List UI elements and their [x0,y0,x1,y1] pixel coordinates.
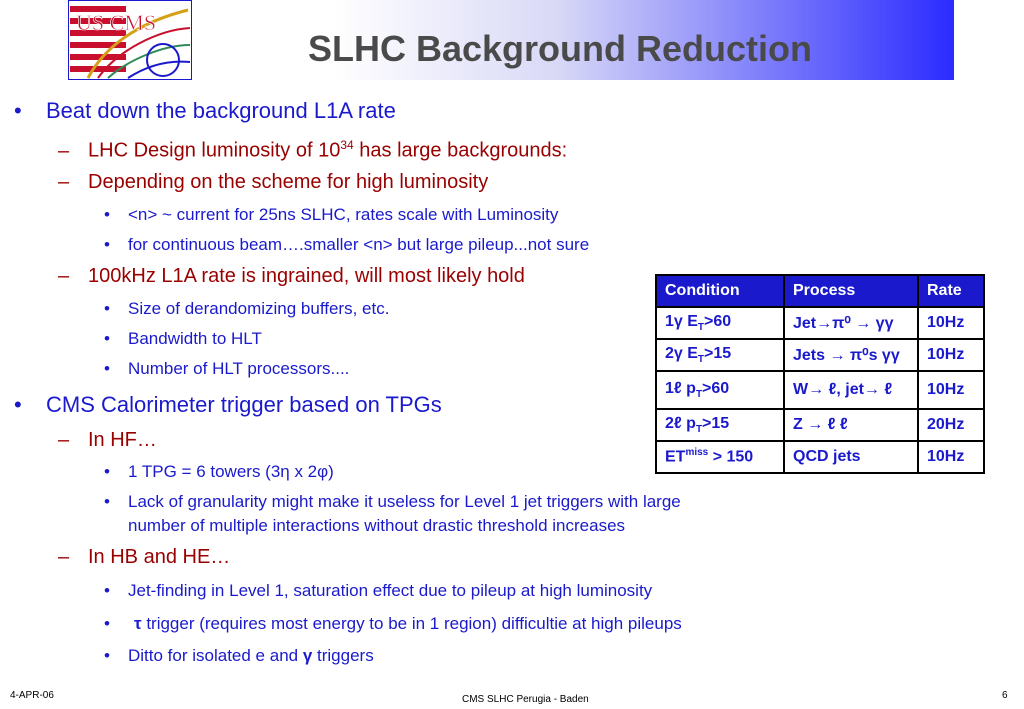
rate-cell: 10Hz [918,371,984,409]
sub-bullet-text: In HF… [88,429,157,451]
sub-sub-bullet-item [104,462,334,482]
bullet-item [14,98,396,124]
bullet-marker: • [104,646,110,665]
bullet-marker: • [104,299,110,318]
table-row [656,441,984,473]
footer-title: CMS SLHC Perugia - Baden [462,694,589,705]
table-row [656,371,984,409]
dash-marker: – [58,429,70,451]
svg-text:US CMS: US CMS [76,10,157,35]
process-cell: W→ ℓ, jet→ ℓ [784,371,918,409]
process-cell: Z → ℓ ℓ [784,409,918,441]
condition-cell: 1ℓ $p_T>60$ [656,371,784,409]
bullet-text: Beat down the background L1A rate [46,98,396,123]
bullet-marker: • [104,235,110,254]
slide-title: SLHC Background Reduction [307,28,813,69]
bullet-marker: • [14,392,22,417]
sub-bullet-text: LHC Design luminosity of 10 [88,139,341,162]
process-cell: Jet→π⁰ → γγ [784,307,918,339]
superscript: 34 [340,138,354,152]
sub-sub-bullet-item [104,329,262,349]
sub-sub-bullet-continuation: number of multiple interactions without drastic threshold increases [128,516,626,535]
sub-sub-bullet-text: Lack of granularity might make it useless for Level 1 jet triggers with large [128,492,681,511]
sub-sub-bullet-item [104,205,558,225]
sub-sub-bullet-item [104,235,589,255]
sub-sub-bullet-item [104,581,652,601]
page-number: 6 [1002,690,1008,701]
sub-bullet-text: 100kHz L1A rate is ingrained, will most likely hold [88,265,525,287]
tau-symbol: τ [134,614,142,633]
sub-sub-bullet-item [104,359,349,379]
sub-sub-bullet-text: <n> ~ current for 25ns SLHC, rates scale with Luminosity [128,205,559,224]
header-rate: Rate [918,275,984,307]
gamma-symbol: γ [302,646,313,665]
sub-bullet-item [58,138,567,163]
condition-cell: 2γ $E_T>15$ [656,339,784,371]
table-header-row [656,275,984,307]
table-row [656,409,984,441]
bullet-item [14,392,442,418]
condition-cell: 1γ $E_T>60$ [656,307,784,339]
process-cell: QCD jets [784,441,918,473]
bullet-marker: • [104,462,110,481]
table-row [656,339,984,371]
rate-cell: 10Hz [918,339,984,371]
sub-sub-bullet-text: 1 TPG = 6 towers (3η x 2φ) [128,462,334,481]
header-process: Process [784,275,918,307]
us-cms-logo [68,0,192,80]
sub-sub-bullet-item [104,614,682,634]
sub-bullet-item [58,171,488,194]
bullet-marker: • [14,98,22,123]
rate-cell: 20Hz [918,409,984,441]
bullet-marker: • [104,614,110,633]
sub-sub-bullet-text: Size of derandomizing buffers, etc. [128,299,390,318]
bullet-marker: • [104,205,110,224]
sub-bullet-item [58,429,157,452]
sub-sub-bullet-text: Ditto for isolated e and [128,646,303,665]
condition-cell: $ET^{miss} > 150$ [656,441,784,473]
sub-sub-bullet-item [104,646,374,666]
sub-bullet-item [58,546,230,569]
dash-marker: – [58,265,70,287]
rate-cell: 10Hz [918,441,984,473]
bullet-text: CMS Calorimeter trigger based on TPGs [46,392,442,417]
condition-cell: 2ℓ $p_T>15$ [656,409,784,441]
sub-sub-bullet-text: Number of HLT processors.... [128,359,350,378]
rate-cell: 10Hz [918,307,984,339]
dash-marker: – [58,139,70,162]
bullet-marker: • [104,492,110,511]
sub-sub-bullet-text: Jet-finding in Level 1, saturation effect due to pileup at high luminosity [128,581,653,600]
bullet-marker: • [104,359,110,378]
sub-sub-bullet-text: Bandwidth to HLT [128,329,262,348]
header-condition: Condition [656,275,784,307]
sub-sub-bullet-text: trigger (requires most energy to be in 1 region) difficultie at high pileups [141,614,682,633]
sub-sub-bullet-text: triggers [312,646,374,665]
sub-bullet-text: In HB and HE… [88,546,231,568]
sub-bullet-item [58,265,525,288]
sub-sub-bullet-item [104,492,681,512]
sub-bullet-text: Depending on the scheme for high luminosity [88,171,489,193]
sub-sub-bullet-text: for continuous beam….smaller <n> but large pileup...not sure [128,235,590,254]
sub-sub-bullet-item [104,299,389,319]
trigger-rate-table [655,274,985,474]
table-row [656,307,984,339]
dash-marker: – [58,546,70,568]
bullet-marker: • [104,329,110,348]
bullet-marker: • [104,581,110,600]
process-cell: Jets → π⁰s γγ [784,339,918,371]
footer-date: 4-APR-06 [10,690,54,701]
dash-marker: – [58,171,70,193]
sub-bullet-text: has large backgrounds: [353,139,568,162]
